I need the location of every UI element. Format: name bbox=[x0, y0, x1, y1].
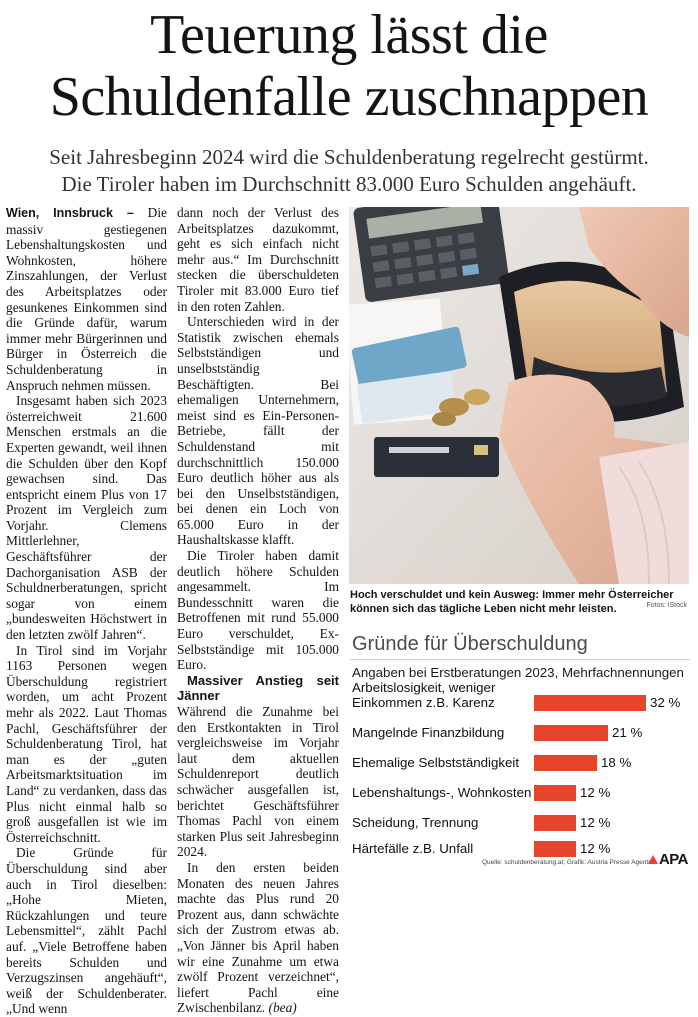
article-paragraph: Die Gründe für Überschuldung sind aber auch in Tirol dieselben: „Hohe Mieten, Rückzahlungen und teure Lebensmittel“, zählt Pachl auf. „Viele Betroffene haben bereits Schulden und Verzugszinsen angehäuft“, weiß der Schuldenberater. „Und wenn bbox=[6, 845, 167, 1017]
chart-category-label-line: Lebenshaltungs-, Wohnkosten bbox=[352, 785, 532, 800]
chart-category-label bbox=[352, 680, 495, 710]
chart-category-label bbox=[352, 725, 504, 740]
article-paragraph: dann noch der Verlust des Arbeitsplatzes dazukommt, geht es sich einfach nicht mehr aus.“ Im Durchschnitt stecken die überschuldeten Tiroler mit 83.000 Euro tief in den roten Zahlen. bbox=[177, 205, 339, 314]
headline: Teuerung lässt die Schuldenfalle zuschnappen bbox=[49, 4, 649, 128]
chart-row bbox=[350, 773, 690, 803]
byline: (bea) bbox=[268, 1000, 297, 1016]
subheadline bbox=[0, 144, 698, 198]
bar-chart bbox=[350, 631, 690, 871]
chart-subtitle: Angaben bei Erstberatungen 2023, Mehrfachnennungen bbox=[352, 665, 684, 680]
chart-divider bbox=[350, 659, 690, 660]
chart-row bbox=[350, 713, 690, 743]
photo-credit: Fotos: iStock bbox=[646, 602, 687, 609]
chart-row bbox=[350, 743, 690, 773]
photo-empty-wallet-hands bbox=[349, 207, 689, 584]
chart-category-label-line: Scheidung, Trennung bbox=[352, 815, 479, 830]
chart-bar bbox=[534, 695, 646, 711]
paragraph-text: Die massiv gestiegenen Lebenshaltungskosten und Wohnkosten, höhere Zinszahlungen, der Verlust des Arbeitsplatzes oder gesunkenes Einkommen sind die Gründe dafür, warum immer mehr Bürgerinnen und Bürger in Österreich die Schuldenberatung in Anspruch nehmen müssen. bbox=[6, 205, 167, 393]
chart-bar bbox=[534, 841, 576, 857]
subheadline-line: Seit Jahresbeginn 2024 wird die Schuldenberatung regelrecht gestürmt. bbox=[49, 145, 649, 169]
chart-bar bbox=[534, 785, 576, 801]
paragraph-text: In den ersten beiden Monaten des neuen Jahres machte das Plus rund 20 Prozent aus, dann schwächte sich der Zustrom etwas ab. „Von Jänner bis April haben wir eine Zunahme um etwa zwölf Prozent verzeichnet“, liefert Pachl eine Zwischenbilanz. bbox=[177, 859, 339, 1016]
chart-value-label: 32 % bbox=[650, 695, 681, 710]
article-paragraph: Die Tiroler haben damit deutlich höhere Schulden angesammelt. Im Bundesschnitt waren die Betroffenen mit rund 55.000 Euro verschuldet, Ex-Selbstständige mit 105.000 Euro. bbox=[177, 548, 339, 673]
chart-bar bbox=[534, 725, 608, 741]
article-paragraph bbox=[6, 205, 167, 393]
article-paragraph: Während die Zunahme bei den Erstkontakten in Tirol vergleichsweise im Vorjahr laut dem aktuellen Schuldenreport deutlich schwächer ausgefallen ist, berichtet Geschäftsführer Thomas Pachl von einem starken Plus seit Jahresbeginn 2024. bbox=[177, 704, 339, 860]
article-column-1 bbox=[6, 205, 167, 1017]
chart-bar bbox=[534, 755, 597, 771]
photo-caption: Hoch verschuldet und kein Ausweg: Immer mehr Österreicher können sich das tägliche Leben nicht mehr leisten. bbox=[350, 589, 674, 615]
chart-row bbox=[350, 829, 690, 859]
chart-category-label bbox=[352, 755, 519, 770]
chart-category-label-line: Ehemalige Selbstständigkeit bbox=[352, 755, 520, 770]
chart-value-label: 12 % bbox=[580, 841, 611, 856]
article-photo bbox=[349, 207, 689, 584]
apa-logo bbox=[648, 851, 688, 868]
chart-row bbox=[350, 680, 690, 713]
article-paragraph bbox=[177, 860, 339, 1016]
article-paragraph: Unterschieden wird in der Statistik zwischen ehemals Selbstständigen und unselbstständig Beschäftigten. Bei ehemaligen Unternehmern, meist sind es Ein-Personen-Betriebe, fällt der Schuldenstand mit durchschnittlich 150.000 Euro deutlich höher aus als bei den Unselbstständigen, bei denen ein Loch von 65.000 Euro in der Haushaltskasse klafft. bbox=[177, 314, 339, 548]
chart-source: Quelle: schuldenberatung.at; Grafik: Austria Presse Agentur bbox=[482, 859, 654, 866]
chart-category-label-line: Härtefälle z.B. Unfall bbox=[352, 841, 474, 856]
article-paragraph: In Tirol sind im Vorjahr 1163 Personen wegen Überschuldung registriert worden, um acht Prozent mehr als 2022. Laut Thomas Pachl, Geschäftsführer der Schuldenberatung Tirol, hat man es der „guten Arbeitsmarktsituation im Land“ zu verdanken, dass das Plus nicht einmal halb so groß ausgefallen ist wie im Österreichschnitt. bbox=[6, 642, 167, 845]
dateline: Wien, Innsbruck – bbox=[6, 206, 134, 220]
chart-category-label bbox=[352, 785, 531, 800]
chart-value-label: 12 % bbox=[580, 815, 611, 830]
chart-title: Gründe für Überschuldung bbox=[352, 633, 588, 655]
chart-value-label: 12 % bbox=[580, 785, 611, 800]
chart-category-label bbox=[352, 841, 473, 856]
apa-logo-text: APA bbox=[658, 851, 688, 868]
article-paragraph: Insgesamt haben sich 2023 österreichweit 21.600 Menschen erstmals an die Experten gewandt, weil ihnen die Schulden über den Kopf gewachsen sind. Das entspricht einem Plus von 17 Prozent im Vergleich zum Vorjahr. Clemens Mittlerlehner, Geschäftsführer der Dachorganisation ASB der Schuldnerberatungen, spricht sogar von einem „bundesweiten Höchstwert in den letzten zwölf Jahren“. bbox=[6, 393, 167, 643]
chart-value-label: 21 % bbox=[612, 725, 643, 740]
apa-triangle-icon bbox=[648, 855, 658, 864]
article-column-2 bbox=[177, 205, 339, 1016]
chart-category-label bbox=[352, 815, 478, 830]
chart-category-label-line: Arbeitslosigkeit, weniger bbox=[352, 680, 496, 695]
subheadline-line: Die Tiroler haben im Durchschnitt 83.000 Euro Schulden angehäuft. bbox=[61, 172, 637, 196]
chart-category-label-line: Mangelnde Finanzbildung bbox=[352, 725, 505, 740]
article-subheading: Massiver Anstieg seit Jänner bbox=[177, 672, 339, 704]
chart-category-label-line: Einkommen z.B. Karenz bbox=[352, 695, 495, 710]
chart-value-label: 18 % bbox=[601, 755, 632, 770]
